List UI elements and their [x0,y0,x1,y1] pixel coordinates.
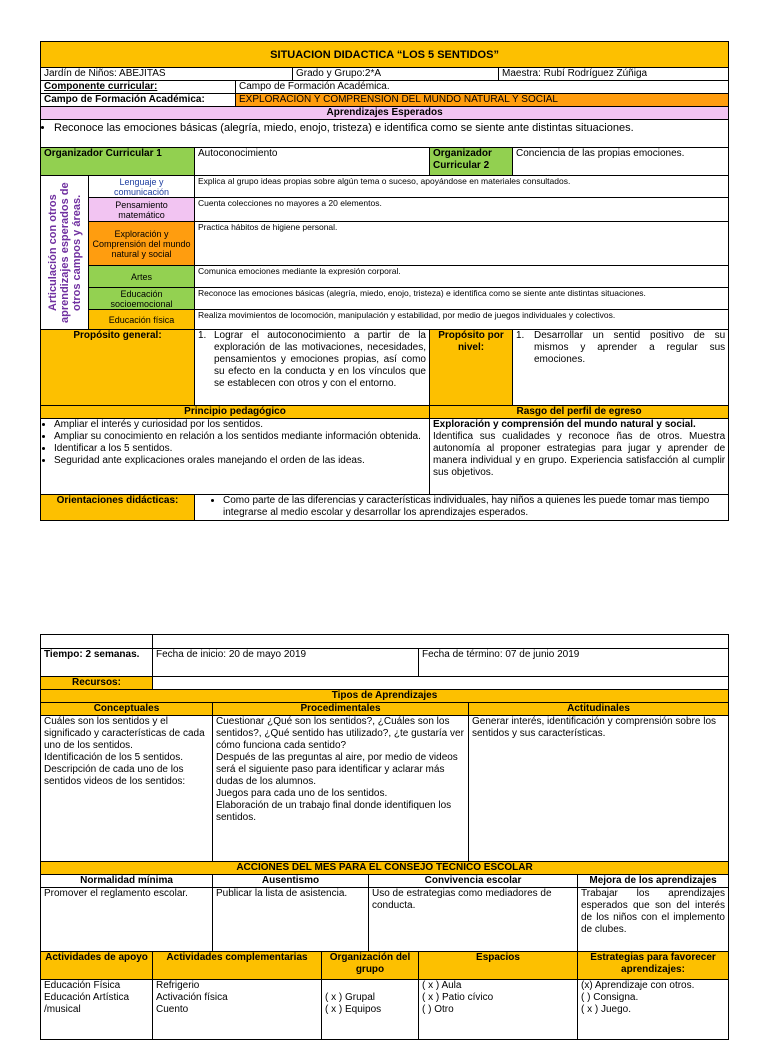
apoyo-text: Educación Física Educación Artística /musical [41,980,153,1040]
proposito-general-text: Lograr el autoconocimiento a partir de la exploración de las motivaciones, necesidades, pensamientos y emociones propias, así como su efecto en la conducta y en los vínculos que se establecen con otros y con el entorno. [214,330,426,389]
area-name: Pensamiento matemático [89,198,195,222]
area-text: Cuenta colecciones no mayores a 20 elementos. [195,198,729,222]
org2-label: Organizador Curricular 2 [430,148,513,176]
mejora-text: Trabajar los aprendizajes esperados que son del interés de los niños con el implemento de clubes. [578,888,729,952]
rasgo-title: Exploración y comprensión del mundo natural y social. [433,419,696,430]
campo-value: EXPLORACIÓN Y COMPRENSIÓN DEL MUNDO NATURAL Y SOCIAL [236,94,729,107]
convivencia-text: Uso de estrategias como mediadores de conducta. [369,888,578,952]
area-name: Exploración y Comprensión del mundo natural y social [89,222,195,266]
org1-label: Organizador Curricular 1 [41,148,195,176]
org1-value: Autoconocimiento [195,148,430,176]
normalidad-text: Promover el reglamento escolar. [41,888,213,952]
proposito-general: 1. Lograr el autoconocimiento a partir de la exploración de las motivaciones, necesidades, pensamientos y emociones propias, así como su efecto en la conducta y en los vínculos que se establecen con otros y con el entorno. [195,330,430,406]
orientaciones-label: Orientaciones didácticas: [41,495,195,521]
jardin-field: Jardín de Niños: ABEJITAS [41,68,236,81]
tipos-header: Tipos de Aprendizajes [41,690,729,703]
organizacion-text: ( x ) Grupal ( x ) Equipos [322,980,419,1040]
componente-label: Componente curricular: [41,81,236,94]
aprendizaje-text: • Reconoce las emociones básicas (alegría, miedo, enojo, tristeza) e identifica como se siente ante distintas situaciones. [54,122,725,135]
conceptuales-header: Conceptuales [41,703,213,716]
organizacion-header: Organización del grupo [322,952,419,980]
apoyo-header: Actividades de apoyo [41,952,153,980]
list-item: • Ampliar el interés y curiosidad por los sentidos. [54,419,426,431]
org2-value: Conciencia de las propias emociones. [513,148,729,176]
articulacion-label: Articulación con otros aprendizajes esperados de otros campos y áreas. [41,176,89,330]
situacion-didactica-table [40,41,729,521]
area-text: Reconoce las emociones básicas (alegría, miedo, enojo, tristeza) e identifica como se siente ante distintas situaciones. [195,288,729,310]
area-name: Educación socioemocional [89,288,195,310]
planeacion-table [40,634,729,1040]
rasgo-cell [430,419,729,495]
actitudinales-header: Actitudinales [469,703,729,716]
rasgo-header: Rasgo del perfil de egreso [430,406,729,419]
estrategias-header: Estrategias para favorecer aprendizajes: [578,952,729,980]
area-text: Realiza movimientos de locomoción, manipulación y estabilidad, por medio de juegos individuales y colectivos. [195,310,729,330]
convivencia-header: Convivencia escolar [369,875,578,888]
fecha-inicio: Fecha de inicio: 20 de mayo 2019 [153,649,419,677]
list-item: • Ampliar su conocimiento en relación a los sentidos mediante información obtenida. [54,431,426,443]
campo-label: Campo de Formación Académica: [41,94,236,107]
proposito-nivel: 1. Desarrollar un sentid positivo de su mismos y aprender a regular sus emociones. [513,330,729,406]
mejora-header: Mejora de los aprendizajes [578,875,729,888]
area-text: Explica al grupo ideas propias sobre algún tema o suceso, apoyándose en materiales consultados. [195,176,729,198]
espacios-text: ( x ) Aula ( x ) Patio cívico ( ) Otro [419,980,578,1040]
acciones-header: ACCIONES DEL MES PARA EL CONSEJO TÉCNICO ESCOLAR [41,862,729,875]
maestra-field: Maestra: Rubí Rodríguez Zúñiga [499,68,729,81]
rasgo-text: Identifica sus cualidades y reconoce ñas de otros. Muestra autonomía al proponer estrategias para jugar y aprender de manera individual y en grupo. Experiencia satisfacción al cumplir sus objetivos. [433,431,726,478]
doc-title: SITUACION DIDACTICA “LOS 5 SENTIDOS” [41,42,729,68]
aprendizajes-header: Aprendizajes Esperados [41,107,729,120]
conceptuales-text: Cuáles son los sentidos y el significado y características de cada uno de los sentidos. Identificación de los 5 sentidos. Descripción de cada uno de los sentidos videos de los sentidos: [41,716,213,862]
area-text: Practica hábitos de higiene personal. [195,222,729,266]
actitudinales-text: Generar interés, identificación y comprensión sobre los sentidos y sus características. [469,716,729,862]
normalidad-header: Normalidad mínima [41,875,213,888]
principio-header: Principio pedagógico [41,406,430,419]
proposito-nivel-text: Desarrollar un sentid positivo de su mismos y aprender a regular sus emociones. [534,330,726,365]
principios-list [41,419,430,495]
complementarias-header: Actividades complementarias [153,952,322,980]
area-text: Comunica emociones mediante la expresión corporal. [195,266,729,288]
complementarias-text: Refrigerio Activación física Cuento [153,980,322,1040]
grado-field: Grado y Grupo:2*A [293,68,499,81]
componente-value: Campo de Formación Académica. [236,81,729,94]
ausentismo-header: Ausentismo [213,875,369,888]
area-name: Lenguaje y comunicación [89,176,195,198]
aprendizaje-esperado [41,120,729,148]
procedimentales-text: Cuestionar ¿Qué son los sentidos?, ¿Cuáles son los sentidos?, ¿Qué sentido has utilizado?, ¿te gustaría ver cómo funciona cada sentido? Después de las preguntas al aire, por medio de videos será el siguiente paso para identificar y aclarar más dudas de los alumnos. Juegos para cada uno de los sentidos. Elaboración de un trabajo final donde identifiquen los sentidos. [213,716,469,862]
recursos-label: Recursos: [41,677,153,690]
espacios-header: Espacios [419,952,578,980]
proposito-nivel-label: Propósito por nivel: [430,330,513,406]
orientaciones-text: • Como parte de las diferencias y características individuales, hay niños a quienes les puede tomar mas tiempo integrarse al medio escolar y desarrollar los aprendizajes esperados. [223,495,725,519]
area-name: Artes [89,266,195,288]
estrategias-text: (x) Aprendizaje con otros. ( ) Consigna. ( x ) Juego. [578,980,729,1040]
list-item: • Seguridad ante explicaciones orales manejando el orden de las ideas. [54,455,426,467]
procedimentales-header: Procedimentales [213,703,469,716]
tiempo-field: Tiempo: 2 semanas. [41,649,153,677]
orientaciones-cell [195,495,729,521]
proposito-general-label: Propósito general: [41,330,195,406]
fecha-termino: Fecha de término: 07 de junio 2019 [419,649,729,677]
ausentismo-text: Publicar la lista de asistencia. [213,888,369,952]
area-name: Educación física [89,310,195,330]
list-item: • Identificar a los 5 sentidos. [54,443,426,455]
